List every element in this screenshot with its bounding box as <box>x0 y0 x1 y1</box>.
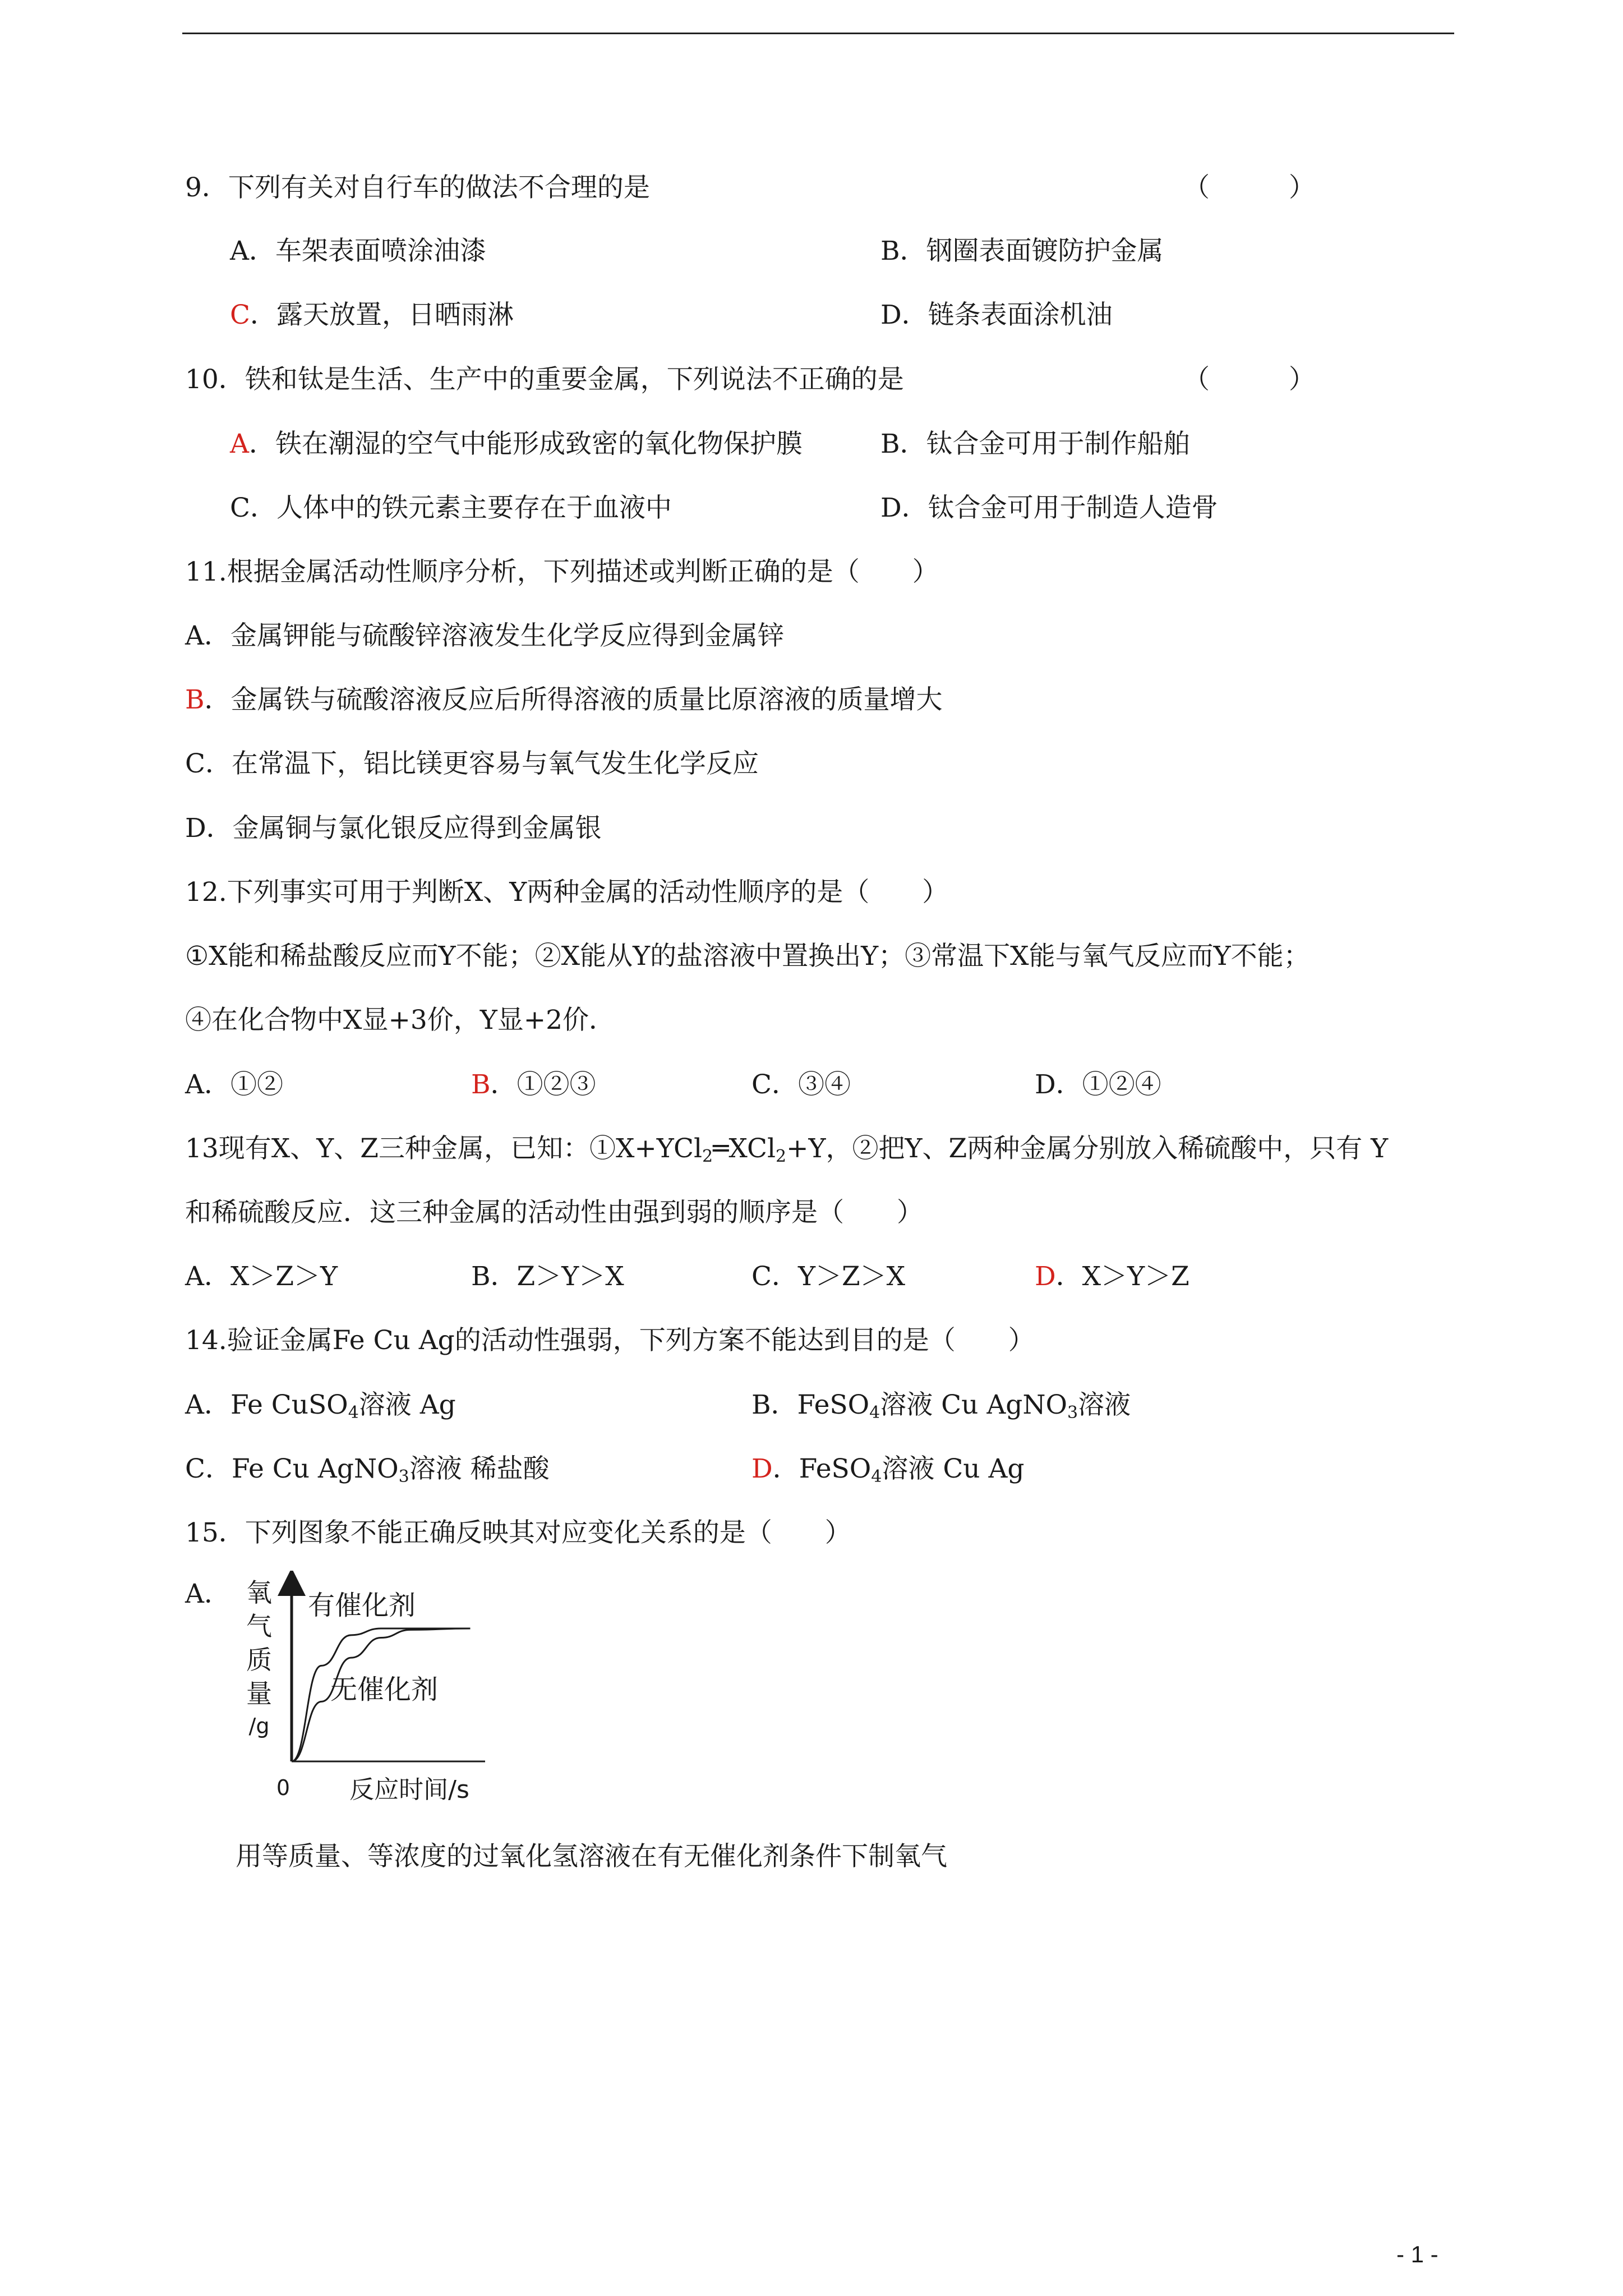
answer-mark: D <box>751 1453 773 1484</box>
q9-option-c: C．露天放置，日晒雨淋 <box>230 300 514 330</box>
q12-option-d: D．①②④ <box>1035 1069 1161 1100</box>
q12-option-c: C．③④ <box>751 1069 851 1100</box>
y-axis-label <box>246 1577 272 1738</box>
q9-option-a: A．车架表面喷涂油漆 <box>230 236 486 266</box>
answer-mark: C <box>230 300 250 330</box>
q12-facts-line2: ④在化合物中X显+3价，Y显+2价． <box>185 1005 616 1036</box>
q11-option-c: C．在常温下，铝比镁更容易与氧气发生化学反应 <box>185 748 759 779</box>
q10-answer-paren: （ ） <box>1183 364 1315 395</box>
q15-stem: 15．下列图象不能正确反映其对应变化关系的是（ ） <box>185 1517 851 1548</box>
series-label-with-catalyst: 有催化剂 <box>307 1590 416 1621</box>
q9-option-b: B．钢圈表面镀防护金属 <box>880 236 1164 266</box>
q12-option-b: B．①②③ <box>471 1069 596 1100</box>
answer-mark: B <box>185 684 205 715</box>
q13-stem: 13现有X、Y、Z三种金属，已知：①X+YCl$_2$═XCl$_2$+Y，②把Y、Z两种金属分别放入稀硫酸中，只有 Y <box>185 1133 1389 1166</box>
q9-stem: 9．下列有关对自行车的做法不合理的是 <box>185 172 650 203</box>
q11-stem: 11.根据金属活动性顺序分析，下列描述或判断正确的是（ ） <box>185 556 939 587</box>
q15-option-a-caption: 用等质量、等浓度的过氧化氢溶液在有无催化剂条件下制氧气 <box>236 1841 947 1872</box>
q10-option-c: C．人体中的铁元素主要存在于血液中 <box>230 493 672 523</box>
x-axis-label: 反应时间/s <box>349 1775 469 1804</box>
q15-option-a-label: A． <box>185 1579 230 1609</box>
q13-option-c: C．Y＞Z＞X <box>751 1261 906 1292</box>
y-label-char: 氧 <box>246 1577 272 1608</box>
q9-answer-paren: （ ） <box>1183 172 1315 203</box>
q10-option-d: D．钛合金可用于制造人造骨 <box>880 493 1218 523</box>
header-rule <box>182 33 1454 34</box>
y-label-char: 质 <box>246 1645 272 1675</box>
q11-option-a: A．金属钾能与硫酸锌溶液发生化学反应得到金属锌 <box>185 620 784 651</box>
q13-option-b: B．Z＞Y＞X <box>471 1261 624 1292</box>
q14-option-b: B．FeSO$_4$溶液 Cu AgNO$_3$溶液 <box>751 1389 1131 1423</box>
y-label-char: 量 <box>246 1678 272 1709</box>
q10-option-a: A．铁在潮湿的空气中能形成致密的氧化物保护膜 <box>230 429 803 459</box>
q13-stem-line2: 和稀硫酸反应．这三种金属的活动性由强到弱的顺序是（ ） <box>185 1197 923 1228</box>
answer-mark: D <box>1035 1261 1056 1292</box>
q11-option-b: B．金属铁与硫酸溶液反应后所得溶液的质量比原溶液的质量增大 <box>185 684 943 715</box>
answer-mark: A <box>230 429 249 459</box>
q14-stem: 14.验证金属Fe Cu Ag的活动性强弱，下列方案不能达到目的是（ ） <box>185 1325 1035 1356</box>
q14-option-c: C．Fe Cu AgNO$_3$溶液 稀盐酸 <box>185 1453 550 1487</box>
q13-option-d: D．X＞Y＞Z <box>1035 1261 1189 1292</box>
q13-option-a: A．X＞Z＞Y <box>185 1261 338 1292</box>
oxygen-mass-graph <box>230 1571 494 1829</box>
page-number: - 1 - <box>1396 2241 1438 2267</box>
q12-facts-line1: ①X能和稀盐酸反应而Y不能；②X能从Y的盐溶液中置换出Y；③常温下X能与氧气反应而Y不能； <box>185 941 1310 972</box>
q14-option-a: A．Fe CuSO$_4$溶液 Ag <box>185 1389 456 1423</box>
q11-option-d: D．金属铜与氯化银反应得到金属银 <box>185 813 602 844</box>
q10-option-b: B．钛合金可用于制作船舶 <box>880 429 1190 459</box>
y-label-char: /g <box>248 1714 270 1738</box>
series-label-without-catalyst: 无催化剂 <box>330 1674 439 1705</box>
y-label-char: 气 <box>246 1611 272 1641</box>
q9-option-d: D．链条表面涂机油 <box>880 300 1113 330</box>
q12-option-a: A．①② <box>185 1069 283 1100</box>
q14-option-d: D．FeSO$_4$溶液 Cu Ag <box>751 1453 1025 1487</box>
q12-stem: 12.下列事实可用于判断X、Y两种金属的活动性顺序的是（ ） <box>185 877 949 908</box>
q10-stem: 10．铁和钛是生活、生产中的重要金属，下列说法不正确的是 <box>185 364 904 395</box>
answer-mark: B <box>471 1069 491 1100</box>
origin-label: 0 <box>276 1775 291 1800</box>
